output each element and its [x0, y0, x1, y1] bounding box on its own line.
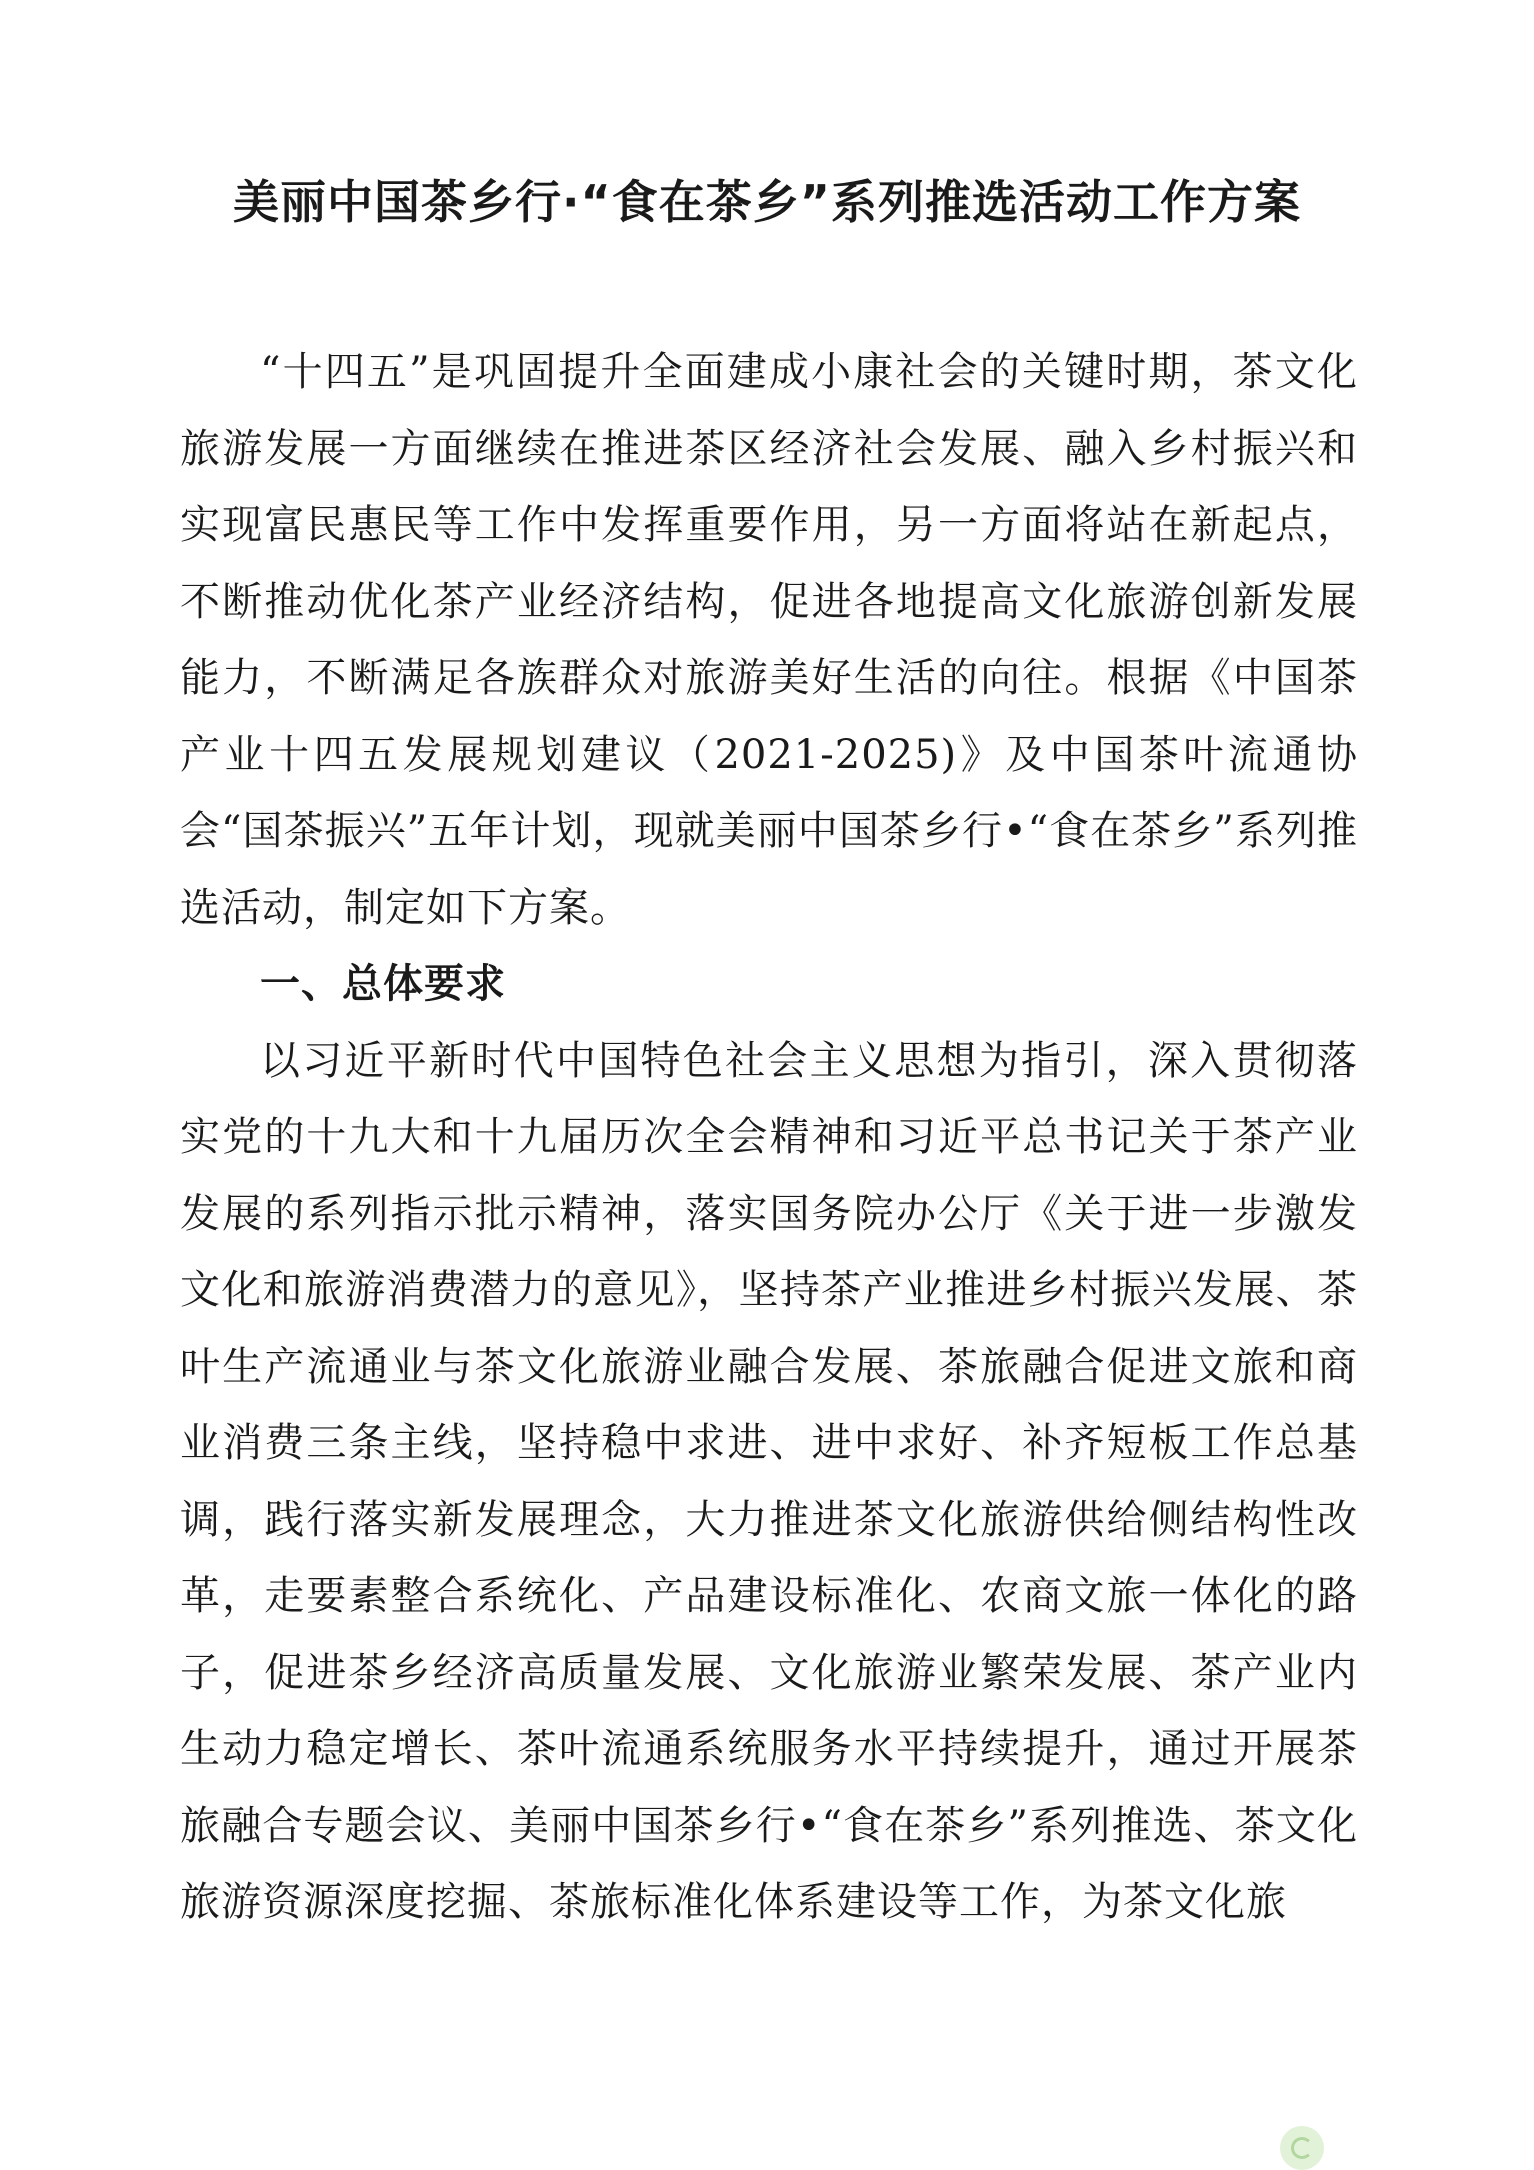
intro-paragraph: “十四五”是巩固提升全面建成小康社会的关键时期，茶文化旅游发展一方面继续在推进茶区经济社会发展、融入乡村振兴和实现富民惠民等工作中发挥重要作用，另一方面将站在新起点，不断推动优化茶产业经济结构，促进各地提高文化旅游创新发展能力，不断满足各族群众对旅游美好生活的向往。根据《中国茶产业十四五发展规划建议（2021-2025)》及中国茶叶流通协会“国茶振兴”五年计划，现就美丽中国茶乡行•“食在茶乡”系列推选活动，制定如下方案。: [180, 349, 1358, 931]
section-heading-overall-requirements: 一、总体要求: [260, 961, 506, 1007]
document-body: [180, 334, 1358, 1941]
section-paragraph-overall-requirements: 以习近平新时代中国特色社会主义思想为指引，深入贯彻落实党的十九大和十九届历次全会精神和习近平总书记关于茶产业发展的系列指示批示精神，落实国务院办公厅《关于进一步激发文化和旅游消费潜力的意见》，坚持茶产业推进乡村振兴发展、茶叶生产流通业与茶文化旅游业融合发展、茶旅融合促进文旅和商业消费三条主线，坚持稳中求进、进中求好、补齐短板工作总基调，践行落实新发展理念，大力推进茶文化旅游供给侧结构性改革，走要素整合系统化、产品建设标准化、农商文旅一体化的路子，促进茶乡经济高质量发展、文化旅游业繁荣发展、茶产业内生动力稳定增长、茶叶流通系统服务水平持续提升，通过开展茶旅融合专题会议、美丽中国茶乡行•“食在茶乡”系列推选、茶文化旅游资源深度挖掘、茶旅标准化体系建设等工作，为茶文化旅: [180, 1037, 1358, 1925]
green-circle-logo-icon: [1280, 2126, 1324, 2170]
document-title: 美丽中国茶乡行·“食在茶乡”系列推选活动工作方案: [233, 175, 1301, 229]
